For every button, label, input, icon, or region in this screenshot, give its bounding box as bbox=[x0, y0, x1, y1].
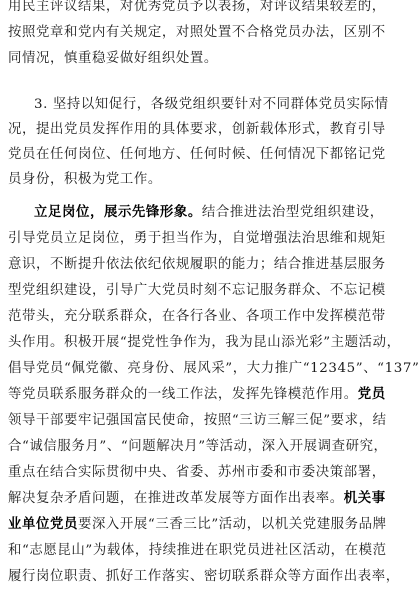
paragraph-line: 头作用。积极开展“提党性争作为，我为昆山添光彩”主题活动， bbox=[8, 335, 401, 350]
line-text: 解决复杂矛盾问题，在推进改革发展等方面作出表率。 bbox=[8, 491, 344, 506]
paragraph-line: 3. 坚持以知促行，各级党组织要针对不同群体党员实际情 bbox=[34, 97, 389, 112]
paragraph-line bbox=[8, 512, 403, 538]
paragraph-line: 和“志愿昆山”为载体，持续推进在职党员进社区活动，在模范 bbox=[8, 543, 387, 558]
line-text: 等党员联系服务群众的一线工作法，发挥先锋模范作用。 bbox=[8, 387, 358, 402]
paragraph-line: 范带头，充分联系群众，在各行各业、各项工作中发挥模范带 bbox=[8, 309, 386, 324]
paragraph-line: 型党组织建设，引导广大党员时刻不忘记服务群众、不忘记模 bbox=[8, 283, 386, 298]
bold-phrase: 党员 bbox=[357, 387, 386, 402]
paragraph-line: 员身份，积极为党工作。 bbox=[8, 172, 162, 187]
paragraph-line: 合“诚信服务月”、“问题解决月”等活动，深入开展调查研究， bbox=[8, 439, 388, 454]
bold-phrase: 业单位党员 bbox=[8, 517, 78, 532]
paragraph-line: 按照党章和党内有关规定，对照处置不合格党员办法，区别不 bbox=[8, 25, 386, 40]
paragraph-line: 意识，不断提升依法依纪依规履职的能力；结合推进基层服务 bbox=[8, 257, 386, 272]
section-heading-line bbox=[34, 200, 403, 226]
paragraph-line: 党员在任何岗位、任何地方、任何时候、任何情况下都铭记党 bbox=[8, 147, 386, 162]
paragraph-line bbox=[8, 486, 403, 512]
paragraph-line bbox=[8, 382, 403, 408]
paragraph-line: 履行岗位职责、抓好工作落实、密切联系群众等方面作出表率， bbox=[8, 569, 400, 584]
section-lead: 立足岗位，展示先锋形象。 bbox=[34, 205, 202, 220]
paragraph-line: 同情况，慎重稳妥做好组织处置。 bbox=[8, 51, 218, 66]
paragraph-line: 重点在结合实际贯彻中央、省委、苏州市委和市委决策部署， bbox=[8, 465, 386, 480]
line-text: 要深入开展“三香三比”活动，以机关党建服务品牌 bbox=[77, 517, 387, 532]
paragraph-line: 用民主评议结果，对优秀党员予以表扬，对评议结果较差的， bbox=[8, 0, 386, 14]
paragraph-line: 况，提出党员发挥作用的具体要求，创新载体形式，教育引导 bbox=[8, 122, 386, 137]
paragraph-line: 领导干部要牢记强国富民使命，按照“三访三解三促”要求，结 bbox=[8, 413, 387, 428]
bold-phrase: 机关事 bbox=[343, 491, 386, 506]
paragraph-line: 倡导党员“佩党徽、亮身份、展风采”，大力推广“12345”、“137” bbox=[8, 361, 419, 376]
section-lead-rest: 结合推进法治型党组织建设， bbox=[201, 205, 384, 220]
paragraph-line: 引导党员立足岗位，勇于担当作为，自觉增强法治思维和规矩 bbox=[8, 231, 386, 246]
